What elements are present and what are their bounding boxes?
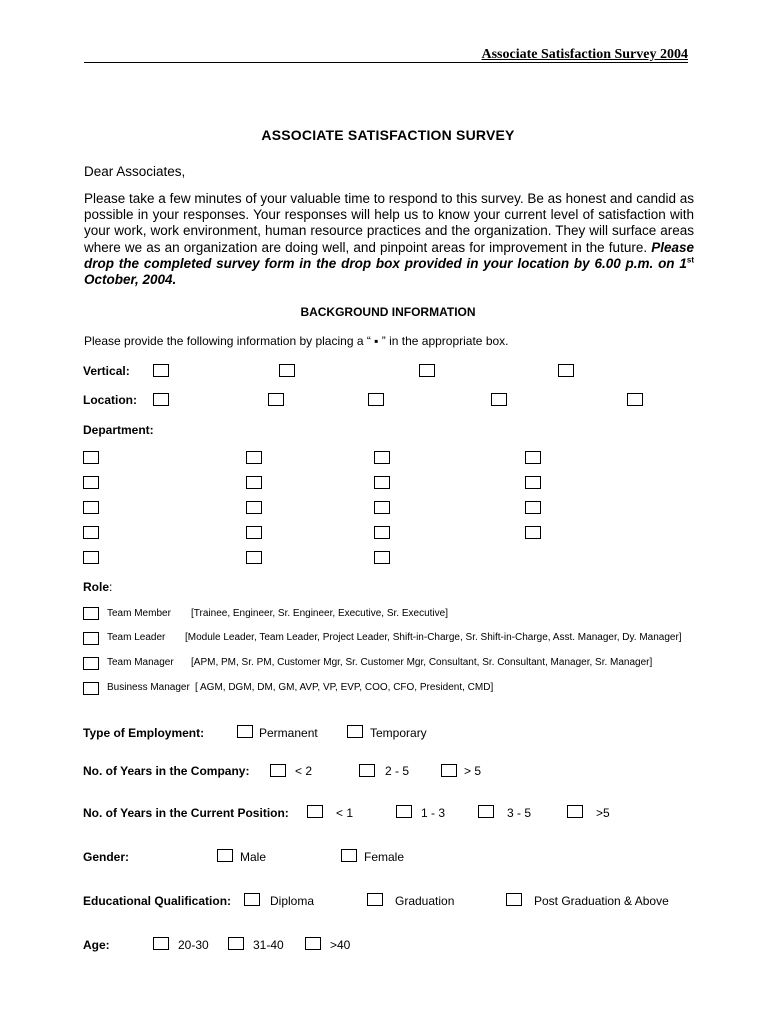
role-desc-team-member: [Trainee, Engineer, Sr. Engineer, Executive, Sr. Executive]: [191, 608, 448, 619]
department-checkbox-r2c4[interactable]: [525, 476, 541, 489]
role-checkbox-team-manager[interactable]: [83, 657, 99, 670]
location-checkbox-3[interactable]: [368, 393, 384, 406]
education-checkbox-diploma[interactable]: [244, 893, 260, 906]
vertical-label: Vertical:: [83, 364, 130, 378]
location-checkbox-1[interactable]: [153, 393, 169, 406]
age-checkbox-1[interactable]: [153, 937, 169, 950]
role-label: [83, 580, 112, 594]
age-option-1: 20-30: [178, 938, 209, 952]
age-label: Age:: [83, 938, 110, 952]
years-position-checkbox-4[interactable]: [567, 805, 583, 818]
department-checkbox-r1c2[interactable]: [246, 451, 262, 464]
gender-checkbox-male[interactable]: [217, 849, 233, 862]
years-position-option-3: 3 - 5: [507, 806, 532, 820]
department-checkbox-r4c1[interactable]: [83, 526, 99, 539]
department-checkbox-r5c2[interactable]: [246, 551, 262, 564]
vertical-checkbox-2[interactable]: [279, 364, 295, 377]
vertical-checkbox-1[interactable]: [153, 364, 169, 377]
location-checkbox-5[interactable]: [627, 393, 643, 406]
education-label: Educational Qualification:: [83, 894, 232, 908]
department-checkbox-r5c3[interactable]: [374, 551, 390, 564]
intro-emphasis-sup: st: [686, 255, 694, 265]
department-checkbox-r3c2[interactable]: [246, 501, 262, 514]
department-checkbox-r4c4[interactable]: [525, 526, 541, 539]
years-position-checkbox-2[interactable]: [396, 805, 412, 818]
employment-checkbox-temporary[interactable]: [347, 725, 363, 738]
intro-paragraph: [84, 191, 694, 288]
document-header-title: Associate Satisfaction Survey 2004: [481, 47, 688, 62]
employment-label: Type of Employment:: [83, 726, 205, 740]
role-checkbox-team-leader[interactable]: [83, 632, 99, 645]
education-option-graduation: Graduation: [395, 894, 455, 908]
employment-checkbox-permanent[interactable]: [237, 725, 253, 738]
department-checkbox-r4c2[interactable]: [246, 526, 262, 539]
education-checkbox-graduation[interactable]: [367, 893, 383, 906]
vertical-checkbox-4[interactable]: [558, 364, 574, 377]
years-company-checkbox-2[interactable]: [359, 764, 375, 777]
years-position-checkbox-3[interactable]: [478, 805, 494, 818]
gender-label: Gender:: [83, 850, 130, 864]
role-desc-team-leader: [Module Leader, Team Leader, Project Leader, Shift-in-Charge, Sr. Shift-in-Charge, Asst. Manager, Dy. Manager]: [185, 632, 682, 643]
survey-title: ASSOCIATE SATISFACTION SURVEY: [261, 127, 515, 143]
intro-emphasis: Please drop the completed survey form in the drop box provided in your location by 6.00 p.m. on 1: [84, 239, 694, 271]
education-option-post-graduation: Post Graduation & Above: [534, 894, 669, 908]
role-checkbox-team-member[interactable]: [83, 607, 99, 620]
education-option-diploma: Diploma: [270, 894, 315, 908]
education-checkbox-post-graduation[interactable]: [506, 893, 522, 906]
department-checkbox-r3c3[interactable]: [374, 501, 390, 514]
years-position-checkbox-1[interactable]: [307, 805, 323, 818]
department-checkbox-r3c4[interactable]: [525, 501, 541, 514]
years-company-option-2: 2 - 5: [385, 764, 410, 778]
years-company-checkbox-1[interactable]: [270, 764, 286, 777]
department-checkbox-r4c3[interactable]: [374, 526, 390, 539]
years-position-option-1: < 1: [336, 806, 354, 820]
background-instructions: Please provide the following information by placing a “ ▪ ” in the appropriate box.: [84, 334, 509, 348]
intro-text: Please take a few minutes of your valuable time to respond to this survey. Be as honest and candid as possible in your responses. Your responses will help us to know your current level of satisfaction with your work, work environment, human resource practices and the organization. They will surface areas where we as an organization are doing well, and pinpoint areas for improvement in the future.: [84, 191, 694, 255]
employment-option-temporary: Temporary: [370, 726, 427, 740]
role-desc-business-manager: [ AGM, DGM, DM, GM, AVP, VP, EVP, COO, CFO, President, CMD]: [195, 682, 494, 693]
role-name-team-manager: Team Manager: [107, 657, 174, 668]
department-checkbox-r5c1[interactable]: [83, 551, 99, 564]
age-option-2: 31-40: [253, 938, 284, 952]
department-label: Department:: [83, 423, 154, 437]
gender-option-female: Female: [364, 850, 405, 864]
intro-emphasis-end: October, 2004.: [84, 272, 177, 288]
role-name-business-manager: Business Manager: [107, 682, 190, 693]
role-name-team-leader: Team Leader: [107, 632, 166, 643]
years-position-label: No. of Years in the Current Position:: [83, 806, 289, 820]
role-checkbox-business-manager[interactable]: [83, 682, 99, 695]
age-checkbox-3[interactable]: [305, 937, 321, 950]
gender-option-male: Male: [240, 850, 267, 864]
role-name-team-member: Team Member: [107, 608, 171, 619]
location-label: Location:: [83, 393, 137, 407]
department-checkbox-r2c2[interactable]: [246, 476, 262, 489]
years-company-checkbox-3[interactable]: [441, 764, 457, 777]
gender-checkbox-female[interactable]: [341, 849, 357, 862]
location-checkbox-4[interactable]: [491, 393, 507, 406]
employment-option-permanent: Permanent: [259, 726, 318, 740]
age-option-3: >40: [330, 938, 351, 952]
role-label-text: Role: [83, 580, 110, 594]
greeting: Dear Associates,: [84, 164, 186, 179]
years-company-label: No. of Years in the Company:: [83, 764, 250, 778]
department-checkbox-r2c1[interactable]: [83, 476, 99, 489]
years-company-option-1: < 2: [295, 764, 313, 778]
department-checkbox-r3c1[interactable]: [83, 501, 99, 514]
background-section-title: BACKGROUND INFORMATION: [300, 305, 476, 319]
years-position-option-4: >5: [596, 806, 610, 820]
location-checkbox-2[interactable]: [268, 393, 284, 406]
role-label-colon: :: [109, 580, 113, 594]
department-checkbox-r1c3[interactable]: [374, 451, 390, 464]
vertical-checkbox-3[interactable]: [419, 364, 435, 377]
header-divider: [84, 62, 688, 63]
role-desc-team-manager: [APM, PM, Sr. PM, Customer Mgr, Sr. Customer Mgr, Consultant, Sr. Consultant, Manager, Sr. Manager]: [191, 657, 653, 668]
department-checkbox-r1c4[interactable]: [525, 451, 541, 464]
years-position-option-2: 1 - 3: [421, 806, 446, 820]
years-company-option-3: > 5: [464, 764, 482, 778]
department-checkbox-r1c1[interactable]: [83, 451, 99, 464]
age-checkbox-2[interactable]: [228, 937, 244, 950]
department-checkbox-r2c3[interactable]: [374, 476, 390, 489]
